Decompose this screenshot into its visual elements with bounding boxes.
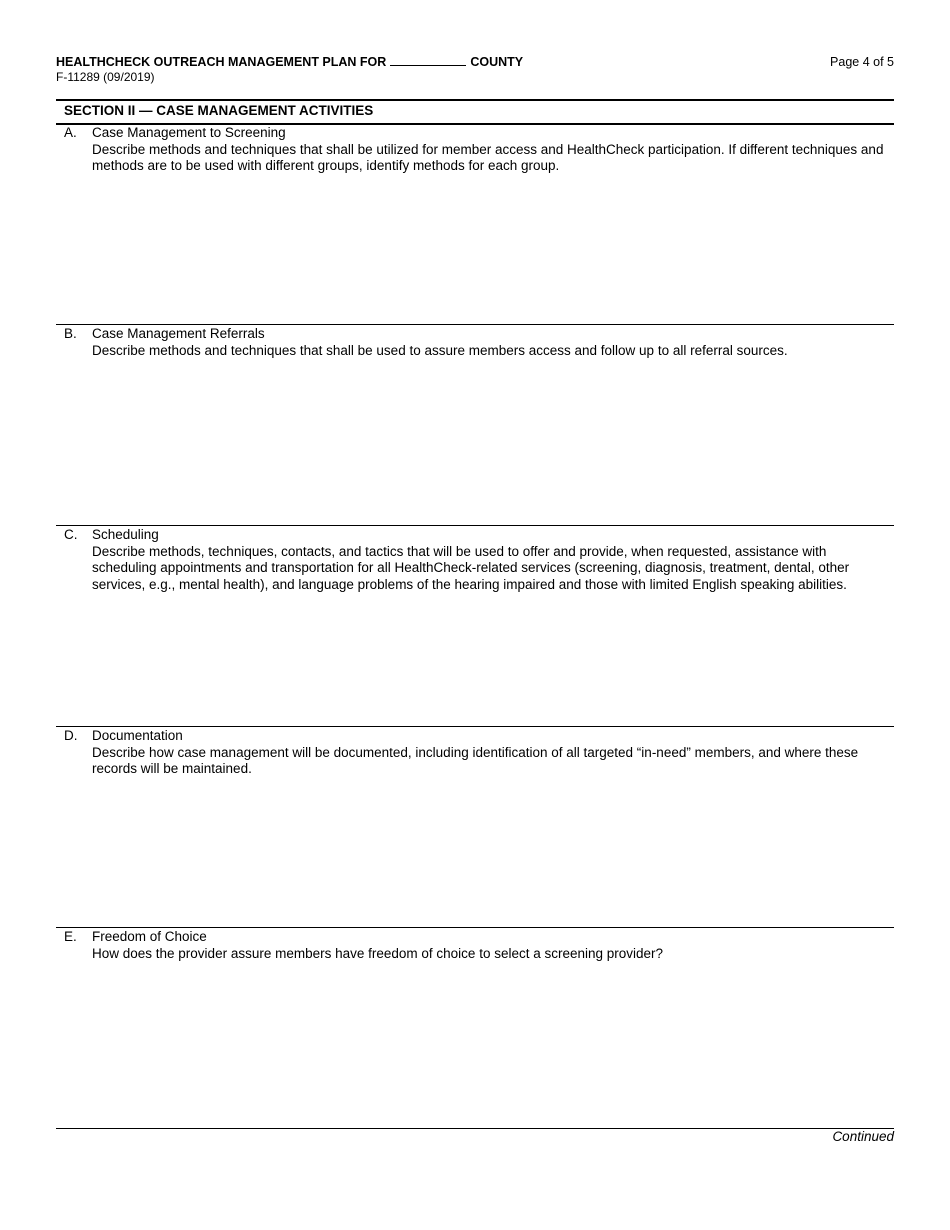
item-description: How does the provider assure members have freedom of choice to select a screening provider? — [92, 945, 664, 961]
form-title-prefix: HEALTHCHECK OUTREACH MANAGEMENT PLAN FOR — [56, 55, 387, 69]
item-freedom-of-choice — [56, 929, 894, 962]
item-description: Describe methods and techniques that shall be used to assure members access and follow up to all referral sources. — [92, 342, 788, 358]
county-blank-field[interactable] — [390, 55, 466, 66]
item-divider — [56, 726, 894, 727]
item-letter: C. — [64, 527, 78, 542]
item-description: Describe methods and techniques that shall be utilized for member access and HealthCheck participation. If different techniques and methods are to be used with different groups, identify methods for each group. — [92, 141, 884, 173]
item-letter: B. — [64, 326, 77, 341]
item-letter: A. — [64, 125, 77, 140]
form-title-suffix: COUNTY — [470, 55, 524, 69]
item-documentation — [56, 728, 894, 778]
item-title: Documentation — [92, 728, 183, 743]
item-case-management-referrals — [56, 326, 894, 359]
item-title: Freedom of Choice — [92, 929, 207, 944]
item-case-management-screening — [56, 125, 894, 175]
item-description: Describe how case management will be documented, including identification of all targeted “in-need” members, and where these records will be maintained. — [92, 744, 859, 776]
item-divider — [56, 324, 894, 325]
form-title — [56, 55, 523, 69]
item-description: Describe methods, techniques, contacts, and tactics that will be used to offer and provide, when requested, assistance with scheduling appointments and transportation for all HealthCheck-related services (screening, diagnosis, treatment, dental, other services, e.g., mental health), and language problems of the hearing impaired and those with limited English speaking abilities. — [92, 543, 850, 592]
form-number: F-11289 (09/2019) — [56, 70, 155, 84]
item-title: Scheduling — [92, 527, 159, 542]
page-number: Page 4 of 5 — [830, 55, 894, 69]
section-heading: SECTION II — CASE MANAGEMENT ACTIVITIES — [64, 103, 374, 118]
item-divider — [56, 927, 894, 928]
item-letter: D. — [64, 728, 78, 743]
section-top-rule — [56, 99, 894, 101]
item-letter: E. — [64, 929, 77, 944]
page-bottom-rule — [56, 1128, 894, 1129]
item-title: Case Management Referrals — [92, 326, 265, 341]
item-title: Case Management to Screening — [92, 125, 286, 140]
continued-label: Continued — [832, 1129, 894, 1144]
item-scheduling — [56, 527, 894, 593]
item-divider — [56, 525, 894, 526]
